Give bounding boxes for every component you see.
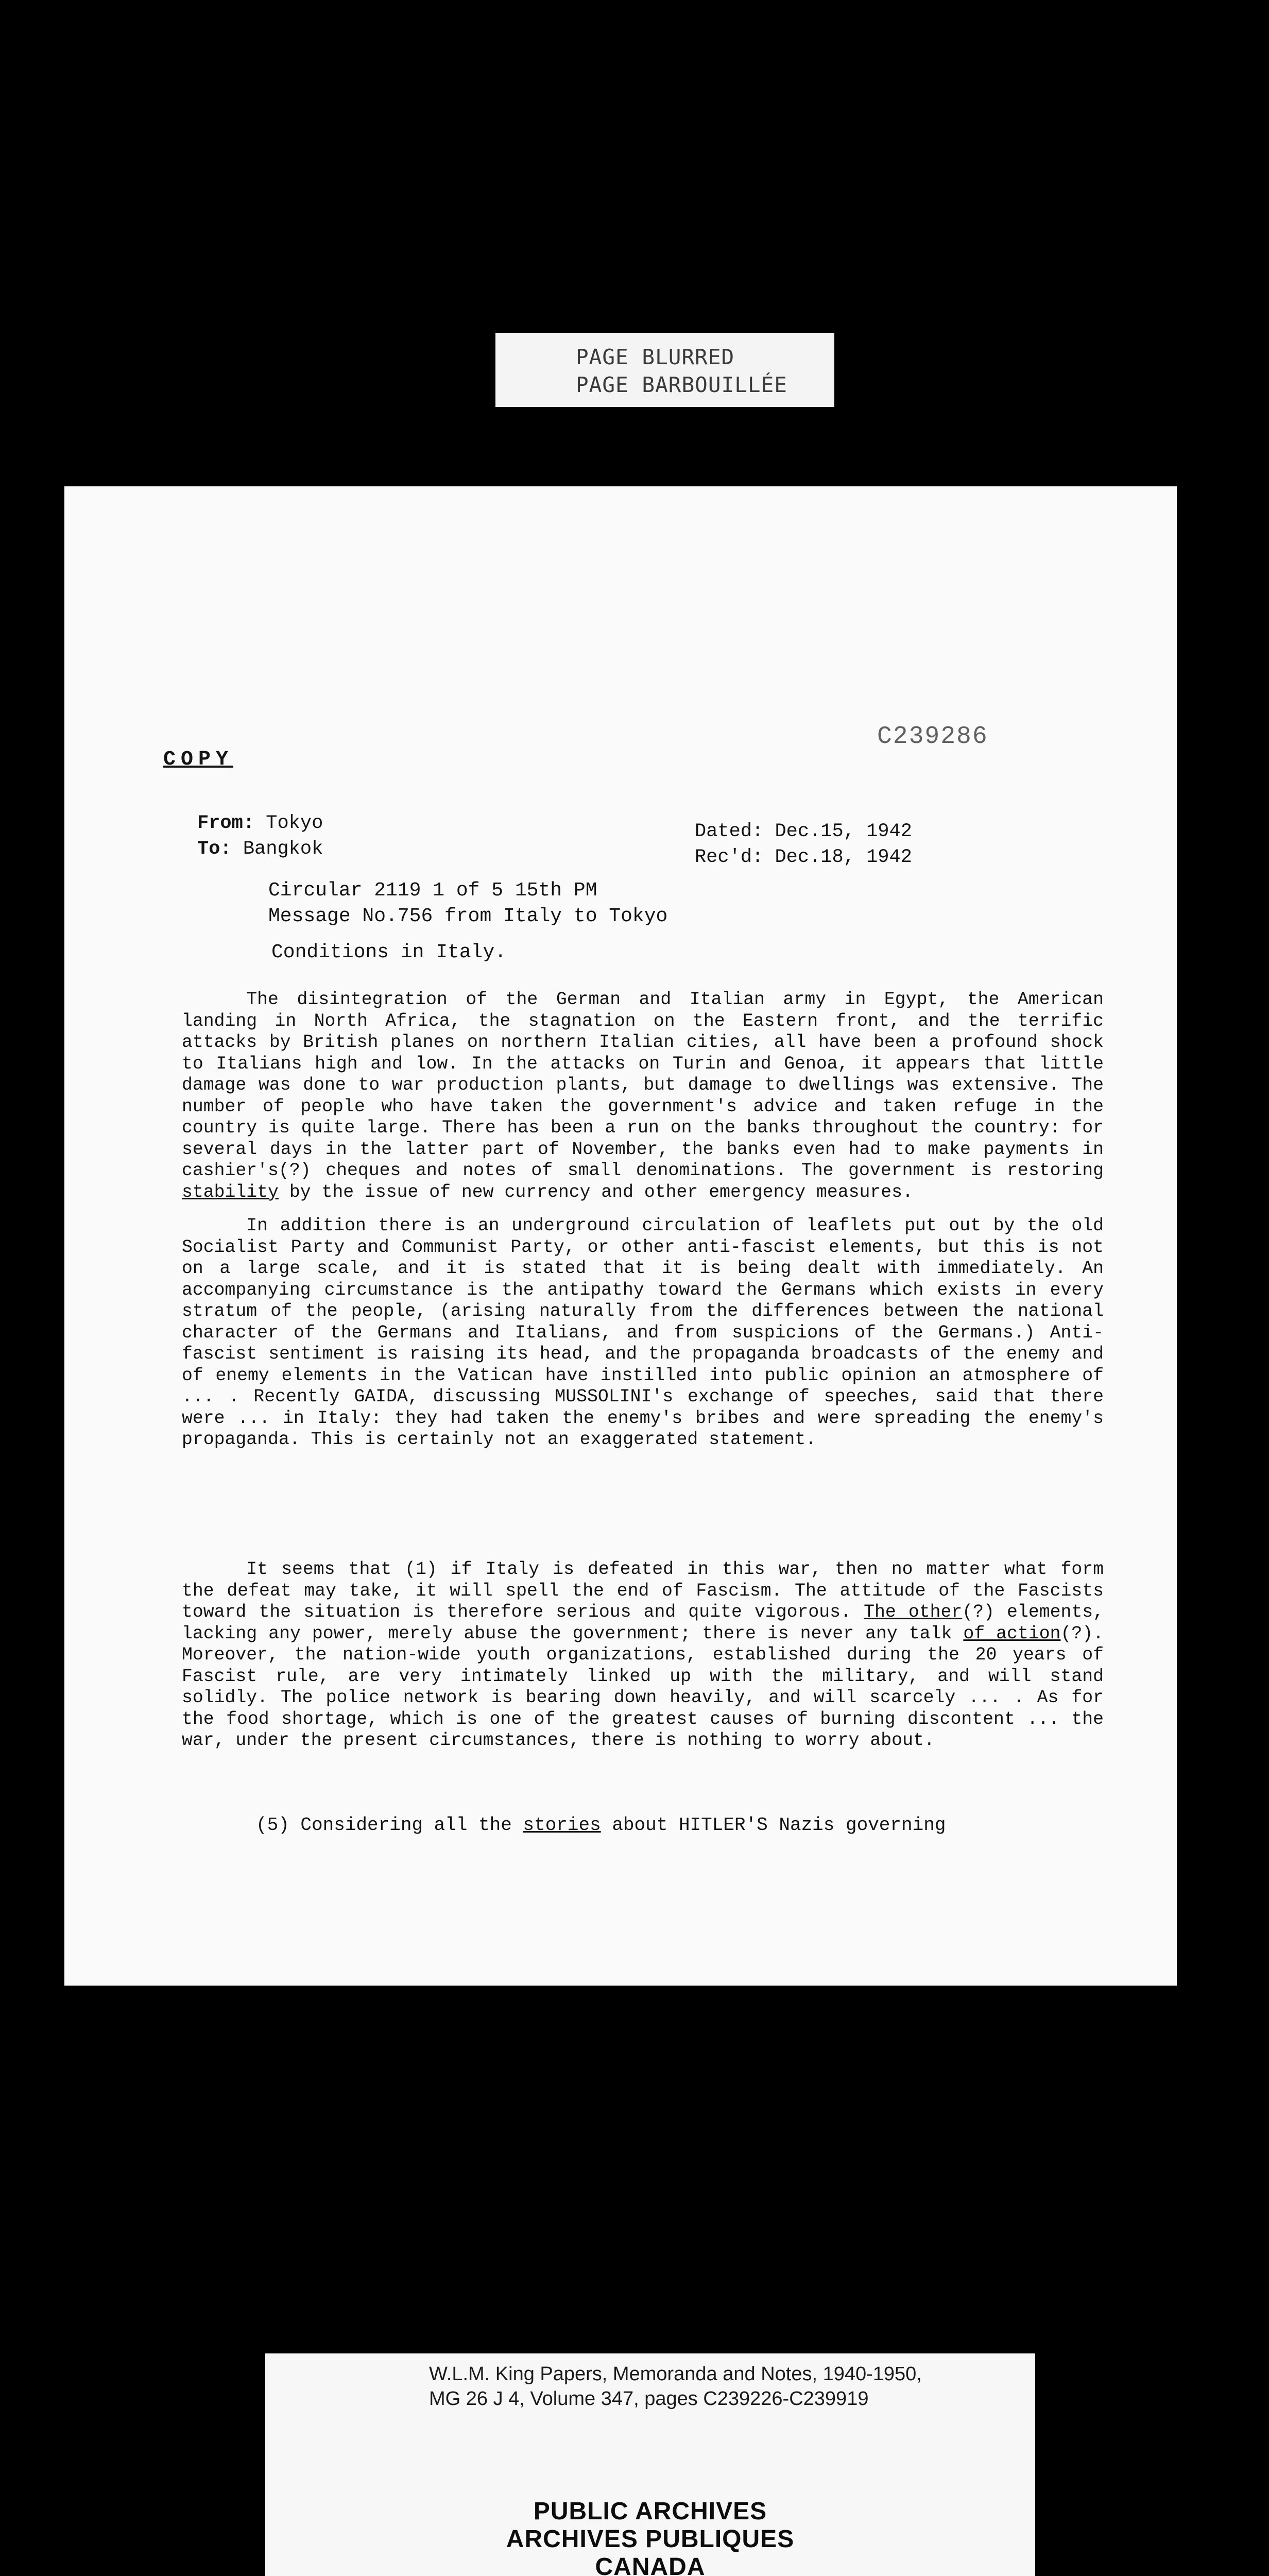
archives-block <box>265 2498 1035 2576</box>
closing-text-b: about HITLER'S Nazis governing <box>601 1815 946 1836</box>
credit-block <box>429 2362 922 2411</box>
archives-line-2: ARCHIVES PUBLIQUES <box>506 2526 795 2553</box>
recd-value: Dec.18, 1942 <box>775 846 912 868</box>
paragraph-2-text: In addition there is an underground circulation of leaflets put out by the old Socialist Party and Communist Party, or other anti-fascist elements, but this is not on a large scale, and it is stated that it is being dealt with immediately. An accompanying circumstance is the antipathy toward the Germans which exists in every stratum of the people, (arising naturally from the differences between the national character of the Germans and Italians, and from suspicions of the Germans.) Anti-fascist sentiment is raising its head, and the propaganda broadcasts of the enemy and of enemy elements in the Vatican have instilled into public opinion an atmosphere of ... . Recently GAIDA, discussing MUSSOLINI's exchange of speeches, said that there were ... in Italy: they had taken the enemy's bribes and were spreading the enemy's propaganda. This is certainly not an exaggerated statement. <box>182 1216 1104 1450</box>
paragraph-3-underlined-1: The other <box>864 1602 963 1622</box>
circular-line: Circular 2119 1 of 5 15th PM <box>268 879 597 902</box>
message-line: Message No.756 from Italy to Tokyo <box>268 905 668 927</box>
paragraph-2 <box>182 1215 1104 1451</box>
credit-line-2: MG 26 J 4, Volume 347, pages C239226-C239919 <box>429 2388 869 2410</box>
document-page <box>64 486 1177 1986</box>
to-value: Bangkok <box>243 838 323 860</box>
archives-line-1: PUBLIC ARCHIVES <box>533 2498 767 2525</box>
document-text <box>64 486 1177 1986</box>
paragraph-3-text-a: It seems that (1) if Italy is defeated in this war, then no matter what form the defeat may take, it will spell the end of Fascism. The attitude of the Fascists toward the situation is therefore serious and quite vigorous. <box>182 1560 1104 1622</box>
credit-line-1: W.L.M. King Papers, Memoranda and Notes, 1940-1950, <box>429 2363 922 2385</box>
paragraph-3 <box>182 1559 1104 1752</box>
closing-text-a: (5) Considering all the <box>256 1815 523 1836</box>
page-blurred-label <box>495 333 834 407</box>
recd-label: Rec'd: <box>695 846 764 868</box>
from-to-block <box>197 810 323 862</box>
paragraph-1-underlined: stability <box>182 1182 279 1202</box>
paragraph-3-text-c: (?). Moreover, the nation-wide youth organizations, established during the 20 years of Fascist rule, are very intimately linked up with the military, and will stand solidly. The police network is bearing down heavily, and will scarcely ... . As for the food shortage, which is one of the greatest causes of burning discontent ... the war, under the present circumstances, there is nothing to worry about. <box>182 1623 1104 1751</box>
circular-block <box>268 878 667 929</box>
paragraph-1-text-b: by the issue of new currency and other emergency measures. <box>278 1182 913 1202</box>
from-label: From: <box>197 812 255 834</box>
closing-underlined: stories <box>523 1815 601 1836</box>
page-barbouillee-text: PAGE BARBOUILLÉE <box>576 372 787 397</box>
to-label: To: <box>197 838 232 860</box>
dates-block <box>695 819 912 870</box>
paragraph-1 <box>182 989 1104 1203</box>
paragraph-3-underlined-2: of action <box>963 1623 1061 1644</box>
closing-line <box>256 1815 946 1836</box>
dated-label: Dated: <box>695 821 764 842</box>
copy-mark: COPY <box>163 748 234 771</box>
paragraph-1-text-a: The disintegration of the German and Italian army in Egypt, the American landing in North Africa, the stagnation on the Eastern front, and the terrific attacks by British planes on northern Italian cities, all have been a profound shock to Italians high and low. In the attacks on Turin and Genoa, it appears that little damage was done to war production plants, but damage to dwellings was extensive. The number of people who have taken the government's advice and taken refuge in the country is quite large. There has been a run on the banks throughout the country: for several days in the latter part of November, the banks even had to make payments in cashier's(?) cheques and notes of small denominations. The government is restoring <box>182 990 1104 1181</box>
archives-line-3: CANADA <box>595 2553 706 2576</box>
document-number: C239286 <box>877 723 988 751</box>
page-blurred-text: PAGE BLURRED <box>576 345 735 369</box>
dated-value: Dec.15, 1942 <box>775 821 912 842</box>
paragraph-3-text-b: (?) elements, lacking any power, merely abuse the government; there is never any talk <box>182 1602 1104 1644</box>
from-value: Tokyo <box>266 812 323 834</box>
subject-line: Conditions in Italy. <box>271 941 507 963</box>
archives-card <box>265 2353 1035 2576</box>
